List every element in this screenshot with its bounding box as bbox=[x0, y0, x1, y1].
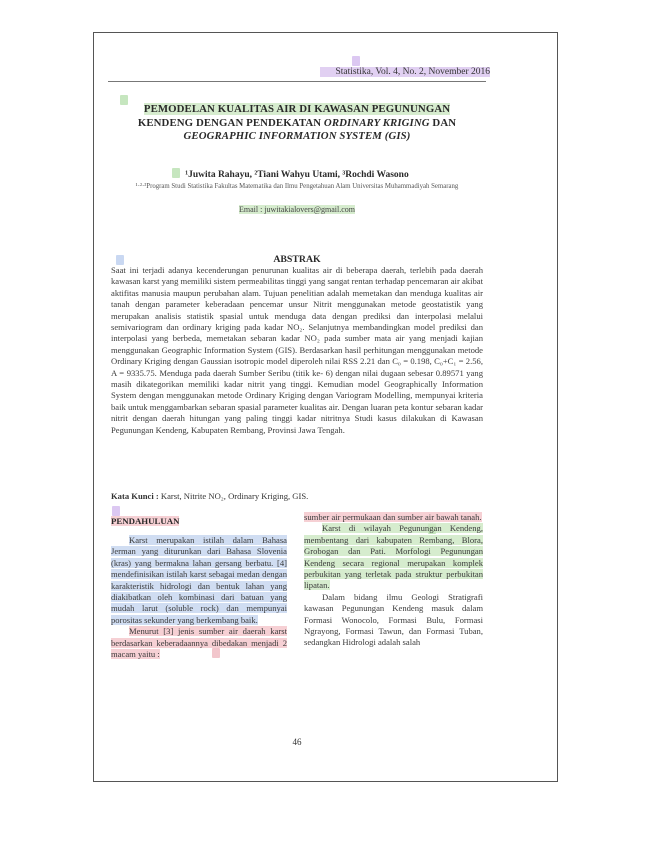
intro-paragraph-4 bbox=[304, 523, 483, 591]
abstract-heading: ABSTRAK bbox=[273, 254, 321, 265]
intro-paragraph-2-text: Menurut [3] jenis sumber air daerah karst berdasarkan keberadaannya dibedakan menjadi 2 macam yaitu : bbox=[111, 626, 287, 660]
keywords bbox=[111, 491, 483, 501]
section-heading-introduction bbox=[111, 516, 281, 526]
page-number: 46 bbox=[292, 737, 302, 747]
annotation-marker-purple[interactable] bbox=[352, 56, 360, 66]
email-text: Email : juwitakialovers@gmail.com bbox=[238, 205, 355, 214]
email bbox=[108, 205, 486, 214]
intro-paragraph-3 bbox=[304, 512, 483, 523]
intro-paragraph-4-text: Karst di wilayah Pegunungan Kendeng, membentang dari kabupaten Rembang, Blora, Grobogan dan Pati. Morfologi Pegunungan Kendeng secara regional merupakan komplek perbukitan yang terletak pada struktur perbukitan lipatan. bbox=[304, 523, 483, 591]
column-right bbox=[304, 512, 483, 649]
intro-paragraph-1 bbox=[111, 535, 287, 626]
column-left bbox=[111, 535, 287, 660]
header-rule bbox=[108, 81, 486, 82]
annotation-marker-purple-intro[interactable] bbox=[112, 506, 120, 516]
title-line-3: GEOGRAPHIC INFORMATION SYSTEM (GIS) bbox=[183, 130, 411, 142]
abstract-body: Saat ini terjadi adanya kecenderungan penurunan kualitas air di beberapa daerah, terlebih pada daerah kawasan karst yang memiliki sistem permeabilitas tinggi yang sangat rentan terhadap pencemaran air akibat aktifitas manusia maupun perubahan alam. Tujuan penelitian adalah memetakan dan menduga kualitas air tanah dengan parameter keberadaan pencemar unsur Nitrit menggunakan metode geostatistik yang merupakan analisis statistik spasial untuk menduga data dengan prediksi dan interpolasi melalui semivariogram dan ordinary kriging pada kadar NO₂. Selanjutnya membandingkan model prediksi dan interpolasi yang berbeda, memetakan sebaran kadar NO₂ pada sumber mata air yang menjadi kajian menggunakan Geographic Information System (GIS). Berdasarkan hasil perhitungan menggunakan metode Ordinary Kriging dengan Gaussian isotropic model diperoleh nilai RSS 2.21 dan C₀ = 0.198, C₀+C₁ = 2.56, A = 9335.75. Menduga pada daerah Sumber Seribu (titik ke- 6) dengan nilai dugaan sebesar 0.89571 yang masih dikategorikan memiliki kadar nitrit yang tinggi. Kemudian model Geographically Information System dengan menggunakan metode Ordinary Kriging dengan Variogram Modelling, mempunyai kriteria baik untuk menggambarkan sebaran spasial parameter kualitas air. Dengan luaran peta kontur sebaran kadar nitrit dengan daerah hitungan yang paling tinggi kadar nitritnya Studi kasus dilakukan di Kawasan Pegunungan Kendeng, Kabupaten Rembang, Provinsi Jawa Tengah. bbox=[111, 265, 483, 435]
title-line-2-italic: ORDINARY KRIGING bbox=[323, 116, 430, 129]
keywords-value: Karst, Nitrite NO₂, Ordinary Kriging, GIS. bbox=[158, 491, 309, 501]
authors: ¹Juwita Rahayu, ²Tiani Wahyu Utami, ³Rochdi Wasono bbox=[185, 170, 409, 180]
intro-paragraph-2 bbox=[111, 626, 287, 660]
title-line-1: PEMODELAN KUALITAS AIR DI KAWASAN PEGUNUNGAN bbox=[143, 103, 451, 115]
affiliation: ¹·²·³Program Studi Statistika Fakultas Matematika dan Ilmu Pengetahuan Alam Universitas Muhammadiyah Semarang bbox=[135, 183, 459, 190]
title-line-2-prefix: KENDENG DENGAN PENDEKATAN bbox=[137, 116, 324, 129]
keywords-label: Kata Kunci : bbox=[111, 491, 159, 501]
intro-paragraph-3-text: sumber air permukaan dan sumber air bawah tanah. bbox=[304, 512, 482, 522]
journal-header: Statistika, Vol. 4, No. 2, November 2016 bbox=[320, 67, 490, 77]
paper-title bbox=[108, 103, 486, 144]
title-line-2-suffix: DAN bbox=[429, 116, 457, 129]
intro-paragraph-1-text: Karst merupakan istilah dalam Bahasa Jerman yang diturunkan dari Bahasa Slovenia (kras) yang bermakna lahan gersang berbatu. [4] mendefinisikan istilah karst sebagai medan dengan karakteristik hidrologi dan bentuk lahan yang diakibatkan oleh kombinasi dari batuan yang mudah larut (soluble rock) dan mempunyai porositas sekunder yang berkembang baik. bbox=[111, 535, 287, 625]
intro-paragraph-5: Dalam bidang ilmu Geologi Stratigrafi kawasan Pegunungan Kendeng masuk dalam Formasi Wonocolo, Formasi Bulu, Formasi Ngrayong, Formasi Tawun, dan Formasi Tuban, sedangkan Hidrologi adalah salah bbox=[304, 591, 483, 648]
section-heading-text: PENDAHULUAN bbox=[111, 516, 180, 526]
